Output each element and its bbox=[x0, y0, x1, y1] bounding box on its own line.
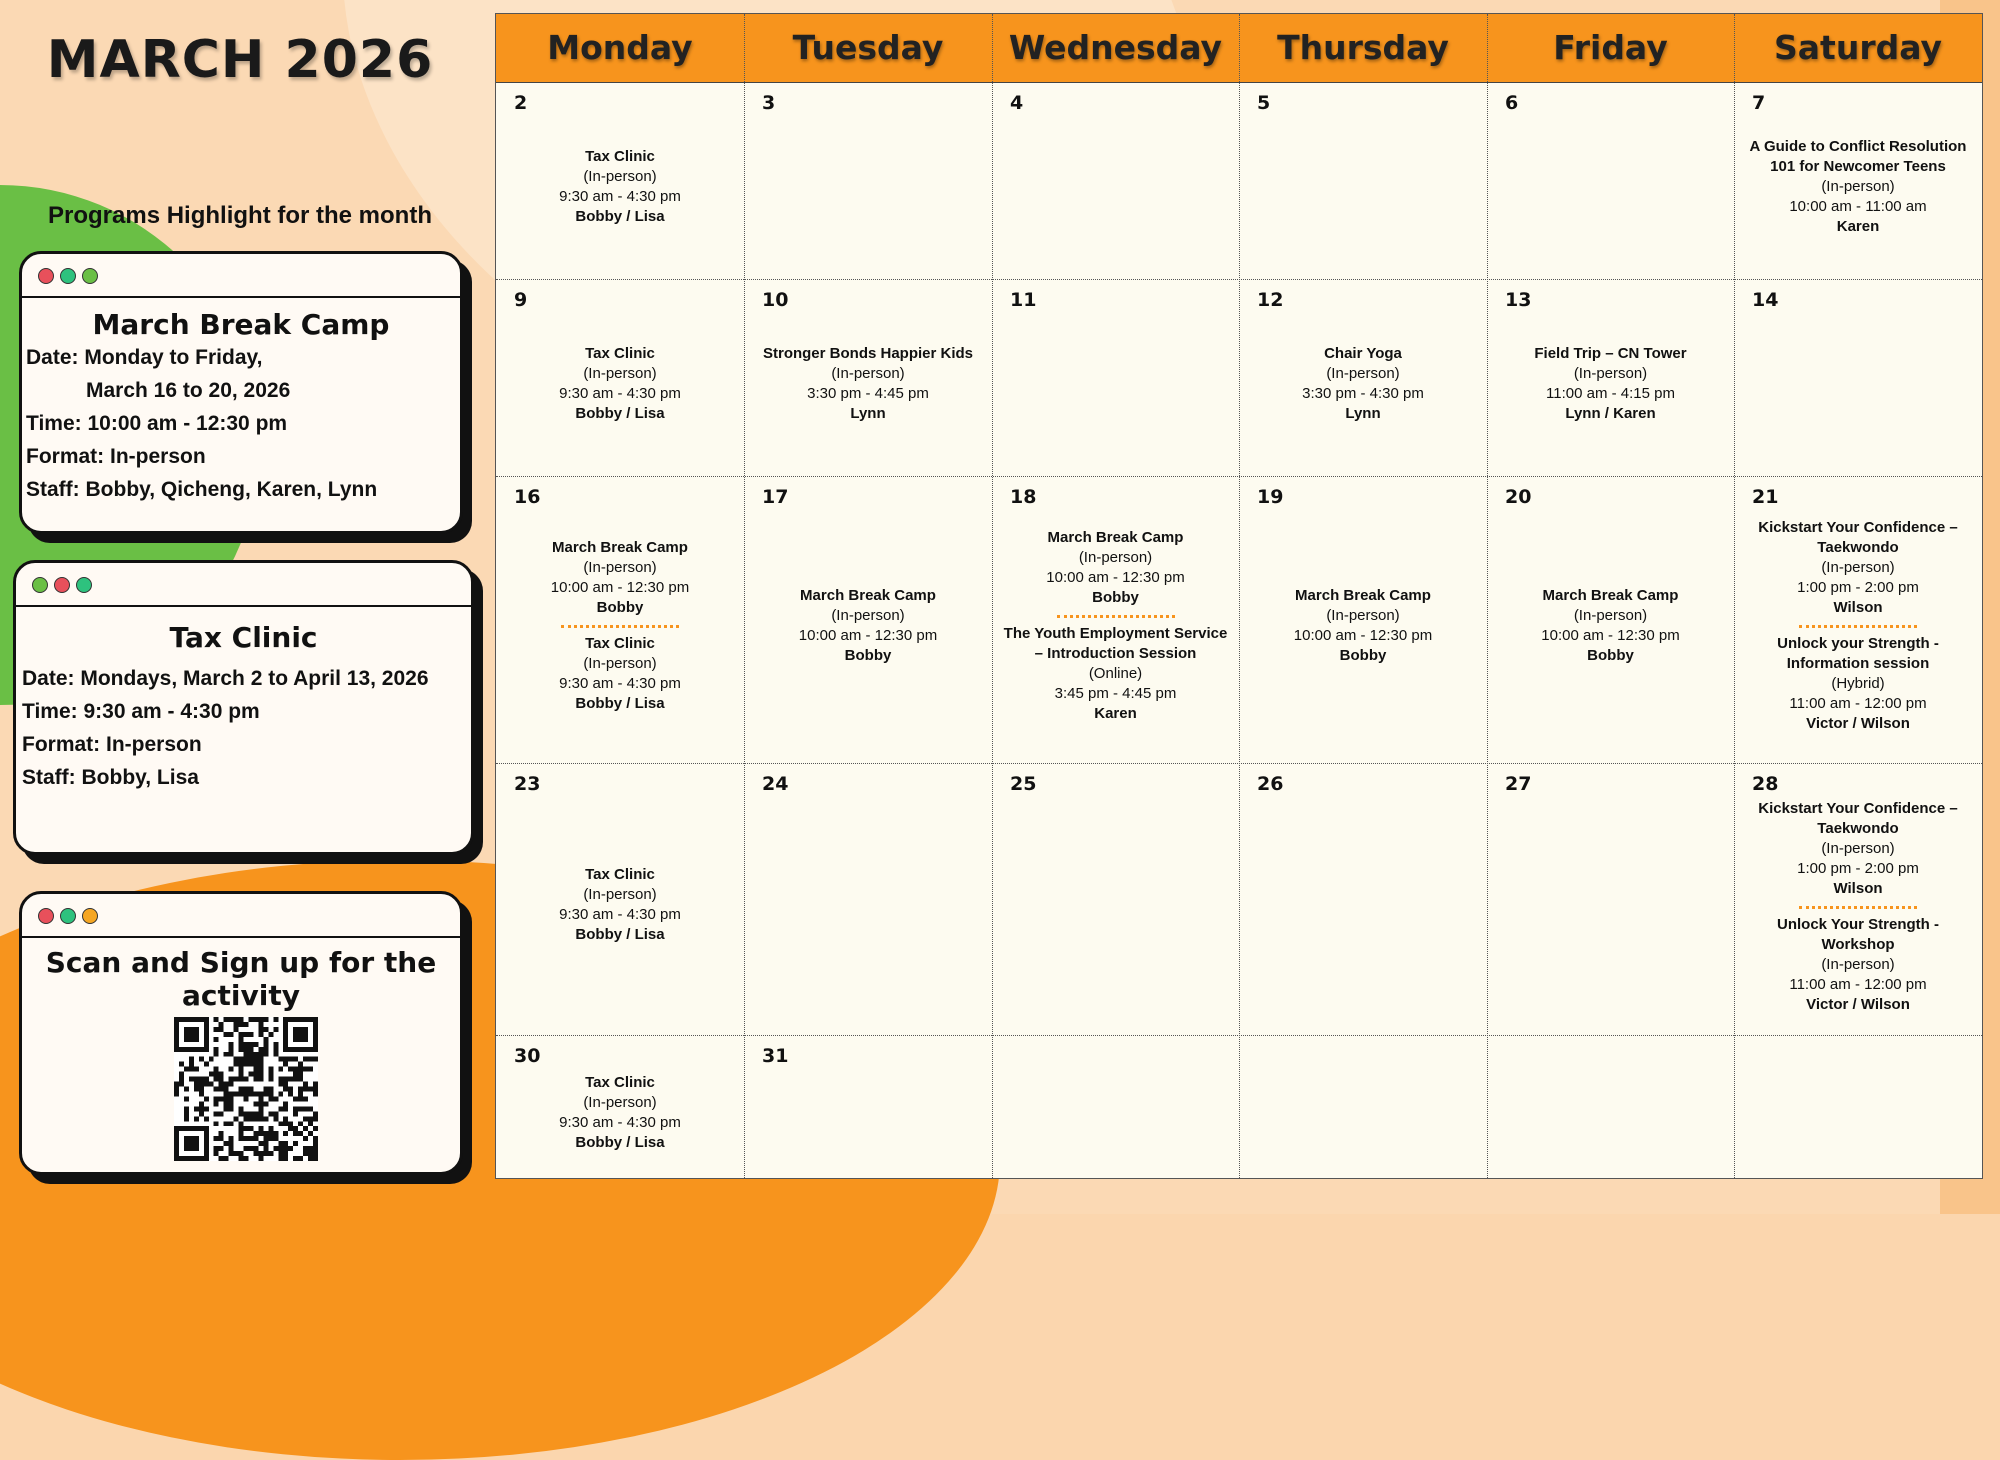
event-staff: Bobby bbox=[844, 646, 892, 664]
calendar-cell[interactable] bbox=[992, 763, 1239, 1035]
event-staff: Bobby / Lisa bbox=[575, 404, 665, 422]
calendar-cell[interactable] bbox=[1734, 82, 1982, 279]
calendar-cell[interactable] bbox=[496, 82, 744, 279]
calendar-cell[interactable] bbox=[1487, 279, 1734, 476]
green-dot-icon bbox=[82, 268, 98, 284]
calendar-cell[interactable] bbox=[496, 763, 744, 1035]
event-item[interactable] bbox=[992, 624, 1239, 724]
calendar-cell[interactable] bbox=[744, 279, 992, 476]
event-list bbox=[1239, 586, 1487, 666]
day-number: 6 bbox=[1505, 92, 1519, 114]
calendar-cell[interactable] bbox=[496, 1035, 744, 1178]
event-staff: Victor / Wilson bbox=[1806, 996, 1910, 1013]
window-bar bbox=[16, 563, 471, 607]
event-staff: Bobby / Lisa bbox=[575, 926, 665, 943]
calendar-cell[interactable] bbox=[744, 82, 992, 279]
day-number: 14 bbox=[1752, 289, 1779, 311]
event-time: 10:00 am - 12:30 pm bbox=[798, 626, 938, 644]
event-separator bbox=[561, 625, 679, 628]
event-item[interactable] bbox=[1734, 799, 1982, 899]
event-item[interactable] bbox=[496, 538, 744, 618]
event-list bbox=[496, 1073, 744, 1153]
event-item[interactable] bbox=[1239, 586, 1487, 666]
event-title: Tax Clinic bbox=[585, 1073, 655, 1091]
day-number: 12 bbox=[1257, 289, 1284, 311]
event-title: Chair Yoga bbox=[1324, 344, 1402, 362]
calendar-cell[interactable] bbox=[1487, 476, 1734, 763]
event-item[interactable] bbox=[744, 344, 992, 424]
event-staff: Victor / Wilson bbox=[1806, 714, 1910, 732]
event-title: March Break Camp bbox=[800, 586, 936, 604]
event-format: (Online) bbox=[1088, 664, 1143, 682]
event-time: 1:00 pm - 2:00 pm bbox=[1797, 578, 1919, 596]
event-title: Unlock Your Strength - Workshop bbox=[1777, 916, 1939, 953]
event-title: Tax Clinic bbox=[585, 866, 655, 883]
event-format: (Hybrid) bbox=[1831, 674, 1885, 692]
page-title: MARCH 2026 bbox=[46, 30, 434, 90]
day-number: 17 bbox=[762, 486, 789, 508]
event-staff: Lynn / Karen bbox=[1565, 404, 1656, 422]
event-list bbox=[496, 344, 744, 424]
event-format: (In-person) bbox=[583, 364, 657, 382]
event-staff: Wilson bbox=[1833, 598, 1883, 616]
calendar-cell[interactable] bbox=[1239, 279, 1487, 476]
calendar-cell[interactable] bbox=[496, 476, 744, 763]
window-bar bbox=[22, 894, 460, 938]
calendar-cell[interactable] bbox=[1734, 279, 1982, 476]
calendar-cell[interactable] bbox=[1239, 82, 1487, 279]
tax-time: Time: 9:30 am - 4:30 pm bbox=[22, 700, 260, 723]
event-staff: Bobby / Lisa bbox=[575, 207, 665, 225]
event-list bbox=[744, 344, 992, 424]
event-item[interactable] bbox=[1734, 518, 1982, 618]
calendar-cell[interactable] bbox=[1487, 1035, 1734, 1178]
event-list bbox=[992, 528, 1239, 724]
day-header-saturday: Saturday bbox=[1774, 28, 1942, 67]
green-dot-icon bbox=[76, 577, 92, 593]
event-title: The Youth Employment Service – Introduction Session bbox=[1003, 624, 1228, 662]
card-title bbox=[22, 946, 460, 1012]
calendar-cell[interactable] bbox=[992, 1035, 1239, 1178]
event-time: 3:30 pm - 4:30 pm bbox=[1302, 384, 1424, 402]
day-number: 24 bbox=[762, 773, 789, 795]
event-title: Field Trip – CN Tower bbox=[1534, 344, 1687, 362]
calendar-cell[interactable] bbox=[1734, 1035, 1982, 1178]
day-number: 27 bbox=[1505, 773, 1532, 795]
event-format: (In-person) bbox=[1078, 548, 1153, 566]
day-number: 7 bbox=[1752, 92, 1766, 114]
event-time: 10:00 am - 11:00 am bbox=[1789, 197, 1927, 215]
event-time: 11:00 am - 12:00 pm bbox=[1789, 976, 1927, 993]
camp-format: Format: In-person bbox=[26, 445, 206, 468]
event-format: (In-person) bbox=[1326, 606, 1400, 624]
event-item[interactable] bbox=[496, 147, 744, 227]
event-list bbox=[496, 865, 744, 945]
day-header-tuesday: Tuesday bbox=[792, 28, 944, 67]
event-list bbox=[496, 538, 744, 714]
calendar-cell[interactable] bbox=[744, 763, 992, 1035]
event-staff: Bobby bbox=[596, 598, 644, 616]
event-time: 10:00 am - 12:30 pm bbox=[550, 578, 690, 596]
window-bar bbox=[22, 254, 460, 298]
event-staff: Karen bbox=[1094, 704, 1137, 722]
event-list bbox=[496, 147, 744, 227]
event-item[interactable] bbox=[496, 634, 744, 714]
calendar-cell[interactable] bbox=[496, 279, 744, 476]
event-format: (In-person) bbox=[583, 886, 657, 903]
day-number: 25 bbox=[1010, 773, 1037, 795]
green-dot-icon bbox=[60, 908, 76, 924]
event-staff: Karen bbox=[1836, 217, 1880, 235]
event-format: (In-person) bbox=[1821, 840, 1895, 857]
day-number: 4 bbox=[1010, 92, 1024, 114]
event-time: 9:30 am - 4:30 pm bbox=[559, 187, 681, 205]
event-staff: Bobby / Lisa bbox=[575, 1133, 665, 1151]
event-title: March Break Camp bbox=[1542, 586, 1679, 604]
event-item[interactable] bbox=[1487, 344, 1734, 424]
day-number: 11 bbox=[1010, 289, 1037, 311]
event-time: 10:00 am - 12:30 pm bbox=[1046, 568, 1185, 586]
card-title: March Break Camp bbox=[92, 308, 390, 341]
event-time: 9:30 am - 4:30 pm bbox=[559, 1113, 681, 1131]
event-item[interactable] bbox=[992, 528, 1239, 608]
camp-date: Date: Monday to Friday, bbox=[26, 346, 263, 369]
signup-title-line2: activity bbox=[182, 979, 300, 1012]
event-time: 11:00 am - 4:15 pm bbox=[1546, 384, 1675, 402]
event-item[interactable] bbox=[1734, 634, 1982, 734]
event-title: Stronger Bonds Happier Kids bbox=[762, 344, 974, 362]
event-format: (In-person) bbox=[583, 654, 657, 672]
calendar-cell[interactable] bbox=[1734, 763, 1982, 1035]
event-item[interactable] bbox=[744, 586, 992, 666]
event-time: 10:00 am - 12:30 pm bbox=[1541, 626, 1680, 644]
event-item[interactable] bbox=[496, 865, 744, 945]
event-time: 9:30 am - 4:30 pm bbox=[559, 906, 681, 923]
calendar-cell[interactable] bbox=[1239, 1035, 1487, 1178]
green-dot-icon bbox=[60, 268, 76, 284]
event-time: 9:30 am - 4:30 pm bbox=[559, 674, 681, 692]
event-staff: Wilson bbox=[1833, 880, 1883, 897]
event-time: 3:30 pm - 4:45 pm bbox=[807, 384, 929, 402]
event-title: Unlock your Strength - Information session bbox=[1777, 634, 1939, 672]
day-header-thursday: Thursday bbox=[1277, 28, 1449, 67]
calendar-cell[interactable] bbox=[992, 279, 1239, 476]
day-number: 20 bbox=[1505, 486, 1532, 508]
event-time: 1:00 pm - 2:00 pm bbox=[1797, 860, 1919, 877]
event-title: March Break Camp bbox=[552, 538, 688, 556]
event-staff: Bobby / Lisa bbox=[575, 694, 665, 712]
event-staff: Bobby bbox=[1339, 646, 1387, 664]
calendar-cell[interactable] bbox=[992, 82, 1239, 279]
event-format: (In-person) bbox=[1821, 177, 1895, 195]
event-title: Tax Clinic bbox=[585, 344, 655, 362]
event-staff: Bobby bbox=[1587, 646, 1634, 664]
day-number: 19 bbox=[1257, 486, 1284, 508]
event-format: (In-person) bbox=[1573, 364, 1648, 382]
calendar-cell[interactable] bbox=[744, 476, 992, 763]
event-separator bbox=[1799, 625, 1917, 628]
day-number: 26 bbox=[1257, 773, 1284, 795]
event-format: (In-person) bbox=[831, 606, 905, 624]
red-dot-icon bbox=[38, 908, 54, 924]
event-time: 9:30 am - 4:30 pm bbox=[559, 384, 681, 402]
day-number: 31 bbox=[762, 1045, 789, 1067]
calendar-cell[interactable] bbox=[1239, 763, 1487, 1035]
event-item[interactable] bbox=[1734, 915, 1982, 1015]
card-title: Tax Clinic bbox=[169, 621, 318, 654]
event-list bbox=[1487, 344, 1734, 424]
day-number: 5 bbox=[1257, 92, 1271, 114]
day-number: 10 bbox=[762, 289, 789, 311]
day-number: 18 bbox=[1010, 486, 1037, 508]
event-format: (In-person) bbox=[1326, 364, 1400, 382]
highlight-heading: Programs Highlight for the month bbox=[48, 202, 432, 229]
red-dot-icon bbox=[54, 577, 70, 593]
day-header-wednesday: Wednesday bbox=[1008, 28, 1223, 67]
red-dot-icon bbox=[38, 268, 54, 284]
event-title: March Break Camp bbox=[1295, 586, 1431, 604]
day-number: 9 bbox=[514, 289, 528, 311]
event-list bbox=[744, 586, 992, 666]
event-separator bbox=[1057, 615, 1175, 618]
calendar-grid bbox=[495, 13, 1983, 1179]
event-format: (In-person) bbox=[1573, 606, 1648, 624]
event-item[interactable] bbox=[1487, 586, 1734, 666]
day-number: 3 bbox=[762, 92, 776, 114]
event-title: Tax Clinic bbox=[585, 634, 655, 652]
day-header-friday: Friday bbox=[1553, 28, 1668, 67]
camp-date-range: March 16 to 20, 2026 bbox=[86, 379, 291, 402]
event-format: (In-person) bbox=[1821, 558, 1895, 576]
signup-title-line1: Scan and Sign up for the bbox=[45, 946, 437, 979]
event-item[interactable] bbox=[1239, 344, 1487, 424]
event-item[interactable] bbox=[1734, 137, 1982, 237]
event-list bbox=[1734, 137, 1982, 237]
camp-highlight-card bbox=[19, 251, 463, 534]
event-title: A Guide to Conflict Resolution 101 for Newcomer Teens bbox=[1749, 137, 1967, 175]
orange-dot-icon bbox=[82, 908, 98, 924]
event-time: 3:45 pm - 4:45 pm bbox=[1054, 684, 1177, 702]
event-staff: Lynn bbox=[1345, 404, 1381, 422]
green-dot-icon bbox=[32, 577, 48, 593]
event-time: 11:00 am - 12:00 pm bbox=[1789, 694, 1927, 712]
calendar-cell[interactable] bbox=[992, 476, 1239, 763]
event-item[interactable] bbox=[496, 344, 744, 424]
event-format: (In-person) bbox=[583, 167, 657, 185]
camp-staff: Staff: Bobby, Qicheng, Karen, Lynn bbox=[26, 478, 378, 501]
event-separator bbox=[1799, 906, 1917, 909]
event-list bbox=[1487, 586, 1734, 666]
day-number: 23 bbox=[514, 773, 541, 795]
event-time: 10:00 am - 12:30 pm bbox=[1293, 626, 1433, 644]
event-staff: Bobby bbox=[1092, 588, 1139, 606]
event-format: (In-person) bbox=[583, 1093, 657, 1111]
event-list bbox=[1734, 518, 1982, 734]
day-number: 28 bbox=[1752, 773, 1779, 795]
event-list bbox=[1734, 799, 1982, 1015]
event-format: (In-person) bbox=[583, 558, 657, 576]
qr-code-icon[interactable] bbox=[174, 1017, 318, 1161]
event-title: Tax Clinic bbox=[585, 147, 655, 165]
event-format: (In-person) bbox=[831, 364, 905, 382]
tax-highlight-card bbox=[13, 560, 474, 855]
signup-card bbox=[19, 891, 463, 1175]
event-staff: Lynn bbox=[850, 404, 886, 422]
event-title: Kickstart Your Confidence – Taekwondo bbox=[1758, 518, 1958, 556]
day-number: 2 bbox=[514, 92, 528, 114]
calendar-cell[interactable] bbox=[1239, 476, 1487, 763]
day-number: 16 bbox=[514, 486, 541, 508]
tax-date: Date: Mondays, March 2 to April 13, 2026 bbox=[22, 667, 429, 690]
event-title: March Break Camp bbox=[1047, 528, 1184, 546]
calendar-cell[interactable] bbox=[1487, 763, 1734, 1035]
day-number: 30 bbox=[514, 1045, 541, 1067]
event-list bbox=[1239, 344, 1487, 424]
tax-format: Format: In-person bbox=[22, 733, 202, 756]
tax-staff: Staff: Bobby, Lisa bbox=[22, 766, 199, 789]
event-item[interactable] bbox=[496, 1073, 744, 1153]
event-format: (In-person) bbox=[1821, 956, 1895, 973]
calendar-cell[interactable] bbox=[744, 1035, 992, 1178]
day-number: 21 bbox=[1752, 486, 1779, 508]
event-title: Kickstart Your Confidence – Taekwondo bbox=[1758, 800, 1958, 837]
calendar-cell[interactable] bbox=[1734, 476, 1982, 763]
day-header-monday: Monday bbox=[547, 28, 693, 67]
camp-time: Time: 10:00 am - 12:30 pm bbox=[26, 412, 288, 435]
day-number: 13 bbox=[1505, 289, 1532, 311]
calendar-cell[interactable] bbox=[1487, 82, 1734, 279]
